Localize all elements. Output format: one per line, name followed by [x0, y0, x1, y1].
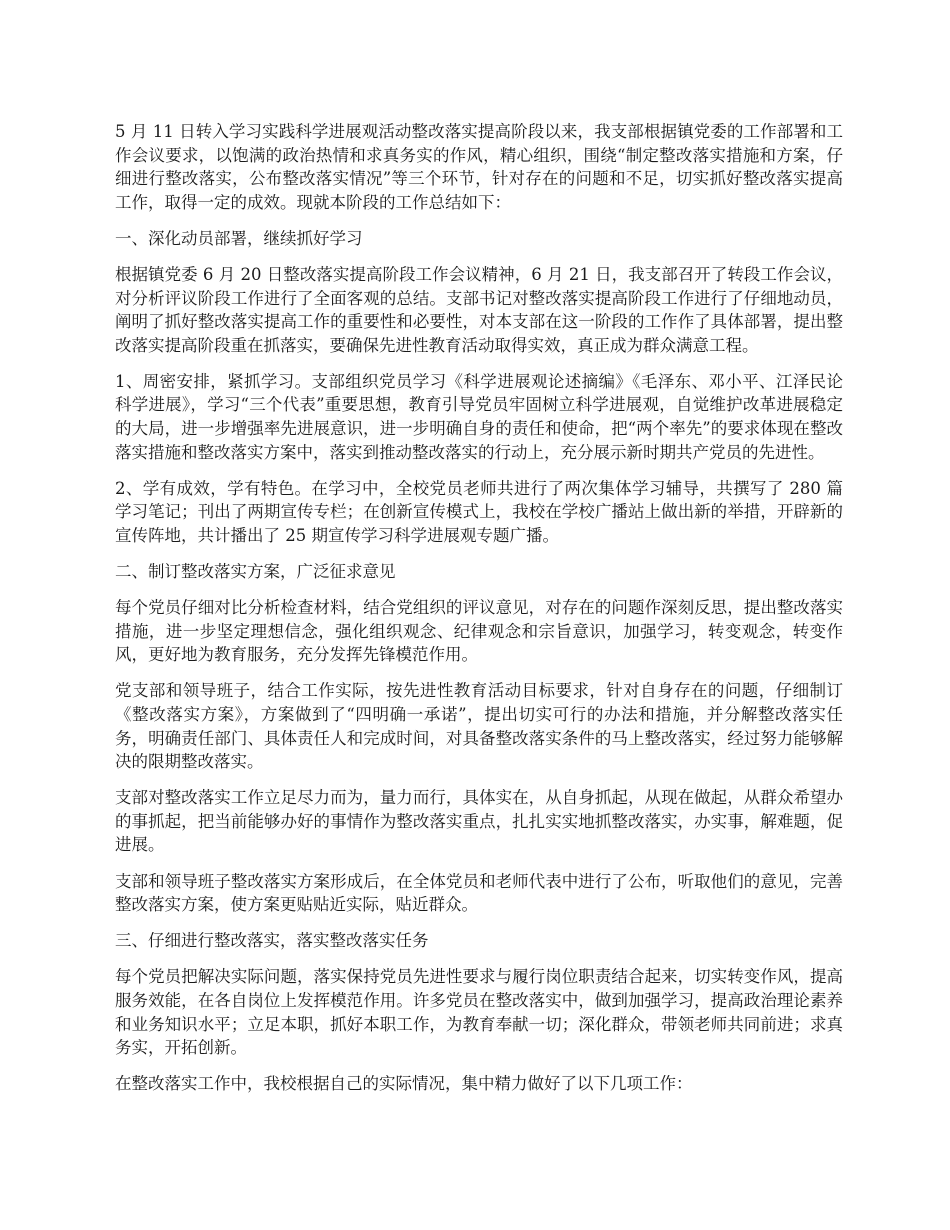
body-paragraph: 每个党员仔细对比分析检查材料，结合党组织的评议意见，对存在的问题作深刻反思，提出整改落实措施，进一步坚定理想信念，强化组织观念、纪律观念和宗旨意识，加强学习，转变观念，转变作风，更好地为教育服务，充分发挥先锋模范作用。 [115, 598, 843, 665]
section-heading-3: 三、仔细进行整改落实，落实整改落实任务 [115, 931, 429, 951]
body-paragraph: 2、学有成效，学有特色。在学习中，全校党员老师共进行了两次集体学习辅导，共撰写了 280 篇学习笔记；刊出了两期宣传专栏；在创新宣传模式上，我校在学校广播站上做出新的举措，开辟新的宣传阵地，共计播出了 25 期宣传学习科学进展观专题广播。 [115, 478, 843, 545]
section-heading-1: 一、深化动员部署，继续抓好学习 [115, 228, 363, 248]
body-paragraph: 支部和领导班子整改落实方案形成后，在全体党员和老师代表中进行了公布，听取他们的意见，完善整改落实方案，使方案更贴贴近实际，贴近群众。 [115, 871, 843, 915]
intro-paragraph: 5 月 11 日转入学习实践科学进展观活动整改落实提高阶段以来，我支部根据镇党委的工作部署和工作会议要求，以饱满的政治热情和求真务实的作风，精心组织，围绕“制定整改落实措施和方案，仔细进行整改落实，公布整改落实情况”等三个环节，针对存在的问题和不足，切实抓好整改落实提高工作，取得一定的成效。现就本阶段的工作总结如下： [115, 122, 843, 212]
body-paragraph: 每个党员把解决实际问题，落实保持党员先进性要求与履行岗位职责结合起来，切实转变作风，提高服务效能，在各自岗位上发挥模范作用。许多党员在整改落实中，做到加强学习，提高政治理论素养和业务知识水平；立足本职，抓好本职工作，为教育奉献一切；深化群众，带领老师共同前进；求真务实，开拓创新。 [115, 967, 843, 1058]
body-paragraph: 在整改落实工作中，我校根据自己的实际情况，集中精力做好了以下几项工作： [115, 1074, 693, 1094]
body-paragraph: 支部对整改落实工作立足尽力而为，量力而行，具体实在，从自身抓起，从现在做起，从群众希望办的事抓起，把当前能够办好的事情作为整改落实重点，扎扎实实地抓整改落实，办实事，解难题，促进展。 [115, 788, 843, 855]
document-body [115, 120, 843, 1108]
body-paragraph: 党支部和领导班子，结合工作实际，按先进性教育活动目标要求，针对自身存在的问题，仔细制订《整改落实方案》，方案做到了“四明确一承诺”，提出切实可行的办法和措施，并分解整改落实任务，明确责任部门、具体责任人和完成时间，对具备整改落实条件的马上整改落实，经过努力能够解决的限期整改落实。 [115, 681, 843, 772]
section-heading-2: 二、制订整改落实方案，广泛征求意见 [115, 562, 396, 581]
body-paragraph: 根据镇党委 6 月 20 日整改落实提高阶段工作会议精神，6 月 21 日，我支部召开了转段工作会议，对分析评议阶段工作进行了全面客观的总结。支部书记对整改落实提高阶段工作进行了仔细地动员，阐明了抓好整改落实提高工作的重要性和必要性，对本支部在这一阶段的工作作了具体部署，提出整改落实提高阶段重在抓落实，要确保先进性教育活动取得实效，真正成为群众满意工程。 [115, 264, 843, 355]
body-paragraph: 1、周密安排，紧抓学习。支部组织党员学习《科学进展观论述摘编》《毛泽东、邓小平、江泽民论科学进展》，学习“三个代表”重要思想，教育引导党员牢固树立科学进展观，自觉维护改革进展稳定的大局，进一步增强率先进展意识，进一步明确自身的责任和使命，把“两个率先”的要求体现在整改落实措施和整改落实方案中，落实到推动整改落实的行动上，充分展示新时期共产党员的先进性。 [115, 371, 843, 462]
